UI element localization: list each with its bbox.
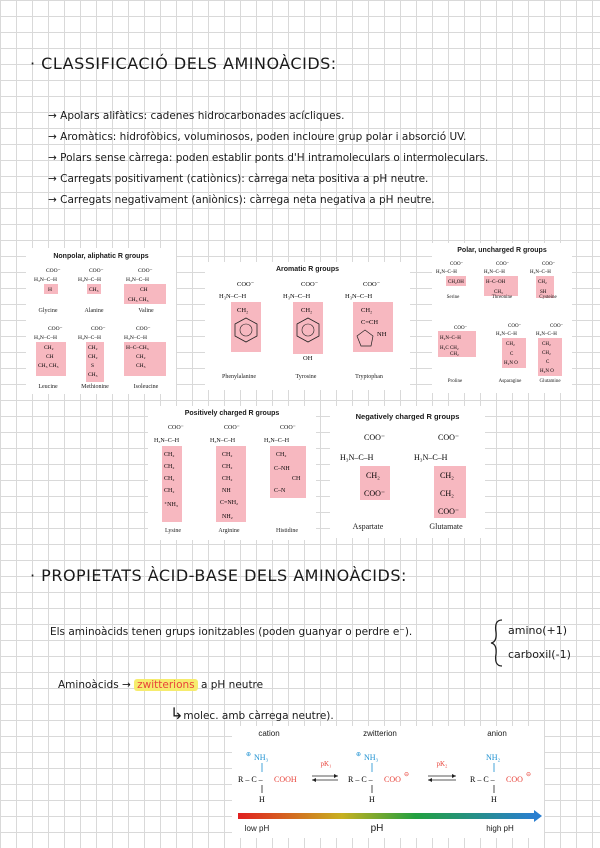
negative-figure bbox=[330, 406, 485, 538]
state-label: anion bbox=[487, 729, 507, 738]
svg-text:COO⁻: COO⁻ bbox=[224, 425, 240, 431]
ph-structures bbox=[232, 726, 544, 838]
svg-text:H: H bbox=[48, 287, 52, 293]
svg-text:H₃N–C–H: H₃N–C–H bbox=[34, 277, 58, 283]
carboxyl-group-label: carboxil(-1) bbox=[508, 648, 571, 661]
svg-text:CH₃: CH₃ bbox=[89, 287, 99, 293]
amino-acid-name: Glutamine bbox=[539, 379, 561, 384]
svg-text:CH₂: CH₂ bbox=[88, 345, 98, 351]
svg-text:CH₂OH: CH₂OH bbox=[448, 280, 464, 285]
svg-text:COO⁻: COO⁻ bbox=[364, 433, 386, 442]
svg-text:COO⁻: COO⁻ bbox=[168, 425, 184, 431]
svg-text:SH: SH bbox=[540, 290, 547, 295]
svg-text:S: S bbox=[91, 363, 95, 369]
svg-text:COO⁻: COO⁻ bbox=[46, 268, 61, 274]
group-brace bbox=[490, 618, 504, 668]
svg-text:H–C–CH₃: H–C–CH₃ bbox=[126, 345, 149, 351]
aromatic-structures bbox=[205, 262, 410, 390]
svg-text:COO⁻: COO⁻ bbox=[550, 324, 564, 329]
pk1-label: pK₁ bbox=[320, 760, 332, 768]
svg-text:NH₂: NH₂ bbox=[486, 753, 501, 762]
svg-text:H₃N–C–H: H₃N–C–H bbox=[154, 438, 180, 444]
svg-text:COO⁻: COO⁻ bbox=[301, 281, 319, 288]
svg-text:CH₂: CH₂ bbox=[164, 488, 175, 494]
svg-text:COO⁻: COO⁻ bbox=[237, 281, 255, 288]
positive-figure bbox=[148, 406, 316, 540]
svg-text:CH₂: CH₂ bbox=[542, 351, 551, 356]
svg-text:CH₂: CH₂ bbox=[164, 476, 175, 482]
svg-text:COO: COO bbox=[506, 775, 523, 784]
svg-text:C: C bbox=[546, 360, 550, 365]
nonpolar-figure bbox=[26, 248, 176, 394]
axis-label-mid: pH bbox=[370, 823, 384, 834]
svg-text:COO⁻: COO⁻ bbox=[91, 326, 106, 332]
figure-title: Negatively charged R groups bbox=[355, 412, 460, 421]
pk2-label: pK₂ bbox=[436, 760, 448, 768]
svg-text:CH₂: CH₂ bbox=[538, 280, 547, 285]
zwitterions-highlight: zwitterions bbox=[134, 679, 198, 691]
svg-text:H₂N O: H₂N O bbox=[504, 361, 518, 366]
svg-text:COO⁻: COO⁻ bbox=[438, 507, 460, 516]
zwitterion-definition: ↳molec. amb càrrega neutre). bbox=[170, 704, 334, 723]
amino-acid-name: Arginine bbox=[218, 528, 240, 534]
list-item: → Polars sense càrrega: poden establir ponts d'H intramoleculars o intermoleculars. bbox=[48, 152, 489, 164]
svg-text:NH: NH bbox=[222, 488, 231, 494]
svg-text:COO⁻: COO⁻ bbox=[136, 326, 151, 332]
svg-text:H₃N–C–H: H₃N–C–H bbox=[219, 293, 247, 300]
svg-text:COO⁻: COO⁻ bbox=[438, 433, 460, 442]
svg-text:CH₂: CH₂ bbox=[222, 464, 233, 470]
state-label: cation bbox=[258, 729, 280, 738]
svg-text:CH₂: CH₂ bbox=[136, 354, 146, 360]
svg-text:CH₃: CH₃ bbox=[88, 372, 98, 378]
amino-acid-name: Histidine bbox=[276, 528, 298, 534]
svg-text:NH₃: NH₃ bbox=[364, 753, 379, 762]
svg-text:CH₂: CH₂ bbox=[366, 471, 380, 480]
amino-acid-name: Tryptophan bbox=[355, 374, 383, 380]
svg-text:H₃N–C–H: H₃N–C–H bbox=[536, 332, 557, 337]
svg-text:H₃N–C–H: H₃N–C–H bbox=[530, 270, 551, 275]
amino-acid-name: Alanine bbox=[84, 308, 104, 314]
figure-title: Polar, uncharged R groups bbox=[457, 247, 547, 254]
svg-text:H₃N–C–H: H₃N–C–H bbox=[264, 438, 290, 444]
svg-text:H₃N–C–H: H₃N–C–H bbox=[484, 270, 505, 275]
svg-text:CH₃ CH₃: CH₃ CH₃ bbox=[128, 297, 149, 303]
svg-text:CH₂: CH₂ bbox=[440, 489, 454, 498]
svg-text:COO⁻: COO⁻ bbox=[138, 268, 153, 274]
svg-text:COO⁻: COO⁻ bbox=[454, 326, 468, 331]
svg-text:C–NH: C–NH bbox=[274, 466, 290, 472]
svg-text:⊕: ⊕ bbox=[246, 752, 252, 758]
ionizable-groups-text: Els aminoàcids tenen grups ionitzables (poden guanyar o perdre e⁻). bbox=[50, 626, 413, 638]
svg-text:H₃N–C–H: H₃N–C–H bbox=[78, 335, 102, 341]
svg-text:COO⁻: COO⁻ bbox=[542, 262, 556, 267]
svg-text:NH₂: NH₂ bbox=[222, 514, 233, 520]
svg-text:H₃N–C–H: H₃N–C–H bbox=[436, 270, 457, 275]
svg-text:COO⁻: COO⁻ bbox=[48, 326, 63, 332]
svg-text:H₃N–C–H: H₃N–C–H bbox=[124, 335, 148, 341]
section2-title: · PROPIETATS ÀCID-BASE DELS AMINOÀCIDS: bbox=[30, 566, 407, 585]
axis-label-low: low pH bbox=[244, 824, 270, 833]
svg-text:⊖: ⊖ bbox=[526, 772, 532, 778]
svg-text:H₂N–C–H: H₂N–C–H bbox=[440, 336, 461, 341]
svg-text:H₃N–C–H: H₃N–C–H bbox=[34, 335, 58, 341]
polar-figure bbox=[432, 243, 572, 393]
svg-text:CH₃: CH₃ bbox=[494, 290, 503, 295]
svg-text:COO⁻: COO⁻ bbox=[508, 324, 522, 329]
list-item: → Apolars alifàtics: cadenes hidrocarbonades acícliques. bbox=[48, 110, 345, 122]
svg-text:OH: OH bbox=[303, 355, 313, 362]
figure-title: Aromatic R groups bbox=[275, 266, 339, 273]
svg-text:H₃N–C–H: H₃N–C–H bbox=[78, 277, 102, 283]
svg-text:H₃N–C–H: H₃N–C–H bbox=[414, 453, 448, 462]
polar-structures bbox=[432, 243, 572, 393]
svg-text:H₃N–C–H: H₃N–C–H bbox=[283, 293, 311, 300]
svg-text:CH₂: CH₂ bbox=[361, 307, 373, 314]
svg-text:C–N: C–N bbox=[274, 488, 286, 494]
amino-acid-name: Aspartate bbox=[352, 522, 384, 531]
svg-text:NH: NH bbox=[377, 331, 387, 338]
svg-text:CH₂: CH₂ bbox=[440, 471, 454, 480]
svg-text:CH₂: CH₂ bbox=[164, 452, 175, 458]
amino-acid-name: Asparagine bbox=[498, 379, 522, 384]
amino-acid-name: Glycine bbox=[38, 308, 58, 314]
amino-acid-name: Glutamate bbox=[429, 522, 463, 531]
svg-text:H₃N–C–H: H₃N–C–H bbox=[210, 438, 236, 444]
svg-text:R – C –: R – C – bbox=[470, 775, 495, 784]
svg-text:COO⁻: COO⁻ bbox=[496, 262, 510, 267]
svg-text:H₂C CH₂: H₂C CH₂ bbox=[440, 346, 459, 351]
svg-text:R – C –: R – C – bbox=[348, 775, 373, 784]
svg-text:C: C bbox=[510, 352, 514, 357]
svg-text:C=CH: C=CH bbox=[361, 319, 379, 326]
svg-text:H₃N–C–H: H₃N–C–H bbox=[340, 453, 374, 462]
svg-text:CH: CH bbox=[46, 354, 54, 360]
classification-list bbox=[48, 110, 488, 215]
amino-acid-name: Lysine bbox=[165, 528, 181, 534]
svg-text:CH₂: CH₂ bbox=[222, 452, 233, 458]
nonpolar-structures bbox=[26, 248, 176, 394]
svg-text:CH₂: CH₂ bbox=[506, 342, 515, 347]
amino-acid-name: Threonine bbox=[491, 295, 513, 300]
svg-text:CH₂: CH₂ bbox=[44, 345, 54, 351]
list-item: → Carregats positivament (catiònics): càrrega neta positiva a pH neutre. bbox=[48, 173, 429, 185]
section1-title: · CLASSIFICACIÓ DELS AMINOÀCIDS: bbox=[30, 54, 337, 73]
amino-group-label: amino(+1) bbox=[508, 624, 568, 637]
figure-title: Positively charged R groups bbox=[184, 410, 280, 417]
svg-text:CH₂: CH₂ bbox=[301, 307, 313, 314]
svg-text:COO⁻: COO⁻ bbox=[364, 489, 386, 498]
svg-text:NH₃: NH₃ bbox=[254, 753, 269, 762]
amino-acid-name: Proline bbox=[447, 379, 463, 384]
svg-text:H: H bbox=[491, 795, 497, 804]
svg-text:H–C–OH: H–C–OH bbox=[486, 280, 506, 285]
svg-text:CH₂: CH₂ bbox=[164, 464, 175, 470]
svg-text:H₃N–C–H: H₃N–C–H bbox=[496, 332, 517, 337]
svg-text:CH₃: CH₃ bbox=[136, 363, 146, 369]
amino-acid-name: Phenylalanine bbox=[222, 374, 256, 380]
aromatic-figure bbox=[205, 262, 410, 390]
positive-structures bbox=[148, 406, 316, 540]
amino-acid-name: Leucine bbox=[38, 384, 58, 390]
svg-text:⁺NH₃: ⁺NH₃ bbox=[164, 502, 178, 508]
ph-figure bbox=[232, 726, 544, 838]
svg-text:CH₂: CH₂ bbox=[88, 354, 98, 360]
amino-acid-name: Tyrosine bbox=[295, 374, 317, 380]
state-label: zwitterion bbox=[363, 729, 397, 738]
axis-label-high: high pH bbox=[486, 824, 514, 833]
svg-text:COO⁻: COO⁻ bbox=[363, 281, 381, 288]
svg-text:CH: CH bbox=[292, 476, 301, 482]
amino-acid-name: Methionine bbox=[81, 384, 109, 390]
svg-text:⊕: ⊕ bbox=[356, 752, 362, 758]
svg-text:CH: CH bbox=[140, 287, 148, 293]
svg-text:COO⁻: COO⁻ bbox=[280, 425, 296, 431]
figure-title: Nonpolar, aliphatic R groups bbox=[53, 253, 149, 260]
svg-text:H₂N O: H₂N O bbox=[540, 369, 554, 374]
svg-text:COO⁻: COO⁻ bbox=[89, 268, 104, 274]
zwitterion-sentence: Aminoàcids → zwitterions a pH neutre bbox=[58, 679, 264, 691]
svg-text:COO: COO bbox=[384, 775, 401, 784]
svg-text:COO⁻: COO⁻ bbox=[450, 262, 464, 267]
svg-text:C=NH₂: C=NH₂ bbox=[220, 500, 239, 506]
svg-text:H: H bbox=[369, 795, 375, 804]
amino-acid-name: Serine bbox=[446, 295, 460, 300]
amino-acid-name: Isoleucine bbox=[133, 384, 159, 390]
svg-text:H: H bbox=[259, 795, 265, 804]
list-item: → Carregats negativament (aniònics): càrrega neta negativa a pH neutre. bbox=[48, 194, 435, 206]
svg-text:CH₂: CH₂ bbox=[276, 452, 287, 458]
svg-text:CH₂: CH₂ bbox=[222, 476, 233, 482]
svg-text:R – C –: R – C – bbox=[238, 775, 263, 784]
svg-text:⊖: ⊖ bbox=[404, 772, 410, 778]
svg-text:H₃N–C–H: H₃N–C–H bbox=[126, 277, 150, 283]
svg-text:CH₂: CH₂ bbox=[450, 352, 459, 357]
list-item: → Aromàtics: hidrofòbics, voluminosos, poden incloure grup polar i absorció UV. bbox=[48, 131, 467, 143]
brace-icon bbox=[490, 618, 504, 668]
svg-text:COOH: COOH bbox=[274, 775, 297, 784]
svg-text:CH₃ CH₃: CH₃ CH₃ bbox=[38, 363, 59, 369]
svg-text:CH₂: CH₂ bbox=[237, 307, 249, 314]
ph-gradient-bar bbox=[238, 813, 534, 819]
svg-text:CH₂: CH₂ bbox=[542, 342, 551, 347]
amino-acid-name: Cysteine bbox=[539, 295, 557, 300]
svg-text:H₃N–C–H: H₃N–C–H bbox=[345, 293, 373, 300]
negative-structures bbox=[330, 406, 485, 538]
amino-acid-name: Valine bbox=[138, 308, 154, 314]
